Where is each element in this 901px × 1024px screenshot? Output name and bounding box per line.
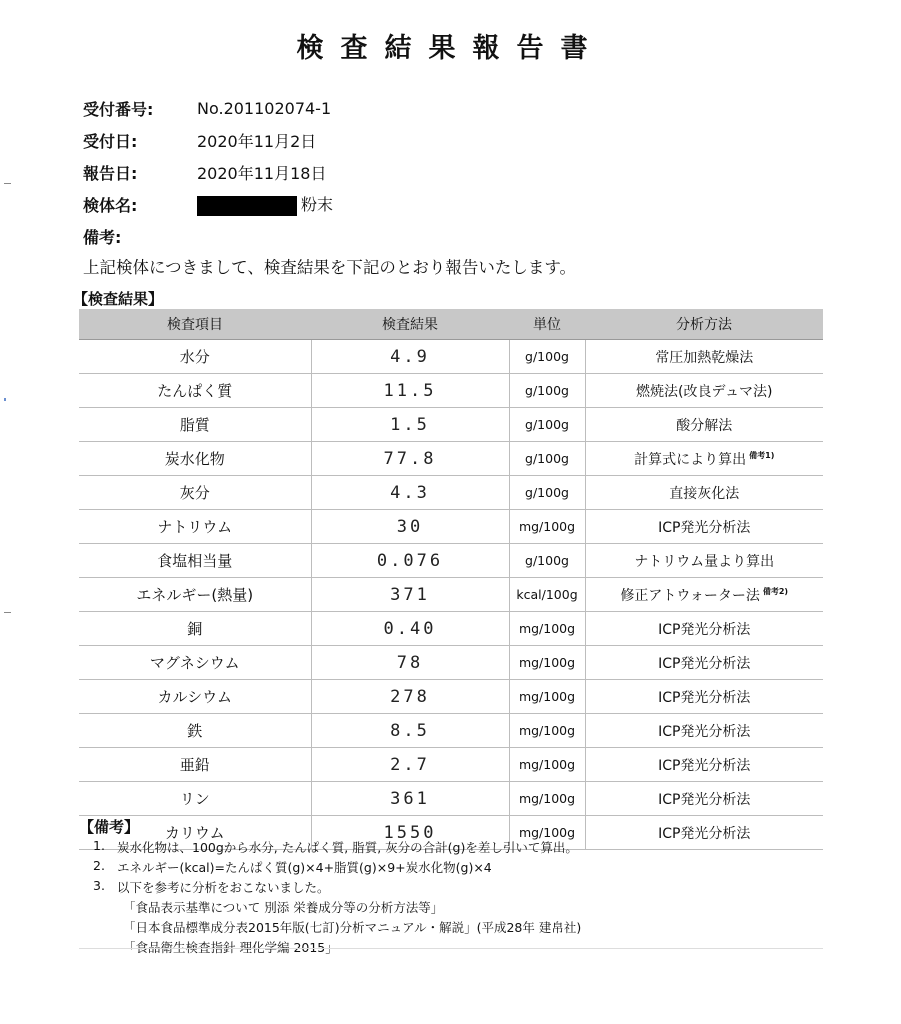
test-unit: mg/100g — [509, 714, 585, 748]
test-result: 278 — [311, 680, 509, 714]
intro-statement: 上記検体につきまして、検査結果を下記のとおり報告いたします。 — [83, 258, 577, 277]
table-row — [79, 680, 823, 714]
reception-number-value: No.201102074-1 — [197, 98, 332, 118]
test-unit: mg/100g — [509, 646, 585, 680]
remarks-row — [83, 220, 333, 252]
test-result: 0.40 — [311, 612, 509, 646]
note-number: 2. — [93, 858, 105, 873]
results-heading: 【検査結果】 — [73, 290, 164, 308]
test-method: 酸分解法 — [585, 408, 823, 442]
test-result: 1550 — [311, 816, 509, 850]
test-method: ICP発光分析法 — [585, 510, 823, 544]
column-header-unit: 単位 — [509, 309, 585, 340]
test-method: ICP発光分析法 — [585, 680, 823, 714]
scan-artifact — [4, 183, 11, 184]
test-result: 1.5 — [311, 408, 509, 442]
reference-item: 「食品衛生検査指針 理化学編 2015」 — [123, 940, 338, 955]
note-text: 炭水化物は、100gから水分, たんぱく質, 脂質, 灰分の合計(g)を差し引いて算出。 — [117, 840, 578, 855]
test-method — [585, 442, 823, 476]
table-row — [79, 408, 823, 442]
table-row — [79, 374, 823, 408]
scan-artifact — [4, 398, 6, 401]
test-method: ICP発光分析法 — [585, 646, 823, 680]
column-header-result: 検査結果 — [311, 309, 509, 340]
test-result: 371 — [311, 578, 509, 612]
test-unit: g/100g — [509, 544, 585, 578]
test-method: ICP発光分析法 — [585, 748, 823, 782]
bottom-divider — [79, 948, 823, 949]
test-item: 炭水化物 — [79, 442, 311, 476]
test-unit: g/100g — [509, 340, 585, 374]
sample-name-label: 検体名: — [83, 195, 138, 215]
test-method: 燃焼法(改良デュマ法) — [585, 374, 823, 408]
test-item: 銅 — [79, 612, 311, 646]
table-row — [79, 544, 823, 578]
test-item: 食塩相当量 — [79, 544, 311, 578]
table-row — [79, 782, 823, 816]
test-unit: mg/100g — [509, 782, 585, 816]
test-item: マグネシウム — [79, 646, 311, 680]
test-item: たんぱく質 — [79, 374, 311, 408]
footnote-marker: 備考2) — [762, 586, 789, 596]
redaction-block — [197, 196, 297, 216]
test-unit: g/100g — [509, 442, 585, 476]
test-result: 77.8 — [311, 442, 509, 476]
table-row — [79, 714, 823, 748]
test-method — [585, 578, 823, 612]
note-item — [93, 858, 581, 878]
reception-number-label: 受付番号: — [83, 99, 154, 119]
test-result: 8.5 — [311, 714, 509, 748]
scan-artifact — [4, 612, 11, 613]
test-item: 水分 — [79, 340, 311, 374]
column-header-method: 分析方法 — [585, 309, 823, 340]
table-header-row — [79, 309, 823, 340]
note-text: 以下を参考に分析をおこないました。 — [117, 880, 330, 895]
footnote-marker: 備考1) — [749, 450, 775, 460]
report-date-value: 2020年11月18日 — [197, 163, 327, 183]
remarks-label: 備考: — [83, 227, 122, 247]
note-item — [93, 838, 581, 858]
test-result: 4.9 — [311, 340, 509, 374]
test-method: ICP発光分析法 — [585, 782, 823, 816]
table-row — [79, 442, 823, 476]
results-table — [79, 309, 823, 850]
test-unit: g/100g — [509, 408, 585, 442]
test-item: カリウム — [79, 816, 311, 850]
test-unit: mg/100g — [509, 510, 585, 544]
notes-list — [93, 838, 581, 958]
test-method: ICP発光分析法 — [585, 714, 823, 748]
test-method: 直接灰化法 — [585, 476, 823, 510]
test-unit: kcal/100g — [509, 578, 585, 612]
table-row — [79, 578, 823, 612]
notes-heading: 【備考】 — [79, 818, 140, 836]
reference-item: 「食品表示基準について 別添 栄養成分等の分析方法等」 — [123, 900, 444, 915]
note-number: 3. — [93, 878, 105, 893]
report-metadata — [83, 92, 333, 252]
test-item: エネルギー(熱量) — [79, 578, 311, 612]
test-result: 11.5 — [311, 374, 509, 408]
method-text: 修正アトウォーター法 — [620, 587, 760, 604]
note-number: 1. — [93, 838, 105, 853]
test-result: 361 — [311, 782, 509, 816]
sample-name-suffix: 粉末 — [301, 195, 334, 215]
report-date-label: 報告日: — [83, 163, 138, 183]
reception-date-label: 受付日: — [83, 131, 138, 151]
sample-name-row — [83, 188, 333, 220]
test-unit: g/100g — [509, 476, 585, 510]
sample-name-value — [197, 192, 333, 216]
test-unit: mg/100g — [509, 612, 585, 646]
test-unit: mg/100g — [509, 816, 585, 850]
reference-item: 「日本食品標準成分表2015年版(七訂)分析マニュアル・解説」(平成28年 建帛社) — [123, 920, 582, 935]
test-item: 脂質 — [79, 408, 311, 442]
test-method: ナトリウム量より算出 — [585, 544, 823, 578]
test-result: 0.076 — [311, 544, 509, 578]
test-result: 78 — [311, 646, 509, 680]
test-method: 常圧加熱乾燥法 — [585, 340, 823, 374]
test-item: 鉄 — [79, 714, 311, 748]
test-item: 亜鉛 — [79, 748, 311, 782]
test-result: 2.7 — [311, 748, 509, 782]
table-row — [79, 510, 823, 544]
test-method: ICP発光分析法 — [585, 612, 823, 646]
test-unit: mg/100g — [509, 748, 585, 782]
test-item: 灰分 — [79, 476, 311, 510]
table-row — [79, 612, 823, 646]
note-text: エネルギー(kcal)=たんぱく質(g)×4+脂質(g)×9+炭水化物(g)×4 — [117, 860, 492, 875]
table-row — [79, 340, 823, 374]
test-item: カルシウム — [79, 680, 311, 714]
table-row — [79, 476, 823, 510]
test-unit: mg/100g — [509, 680, 585, 714]
test-result: 30 — [311, 510, 509, 544]
reception-number-row — [83, 92, 333, 124]
table-row — [79, 646, 823, 680]
test-item: リン — [79, 782, 311, 816]
report-title: 検査結果報告書 — [296, 33, 605, 64]
note-item — [93, 878, 581, 898]
test-result: 4.3 — [311, 476, 509, 510]
reception-date-value: 2020年11月2日 — [197, 131, 317, 151]
report-date-row — [83, 156, 333, 188]
test-item: ナトリウム — [79, 510, 311, 544]
test-method: ICP発光分析法 — [585, 816, 823, 850]
test-unit: g/100g — [509, 374, 585, 408]
method-text: 計算式により算出 — [634, 451, 747, 468]
table-row — [79, 748, 823, 782]
reception-date-row — [83, 124, 333, 156]
column-header-item: 検査項目 — [79, 309, 311, 340]
